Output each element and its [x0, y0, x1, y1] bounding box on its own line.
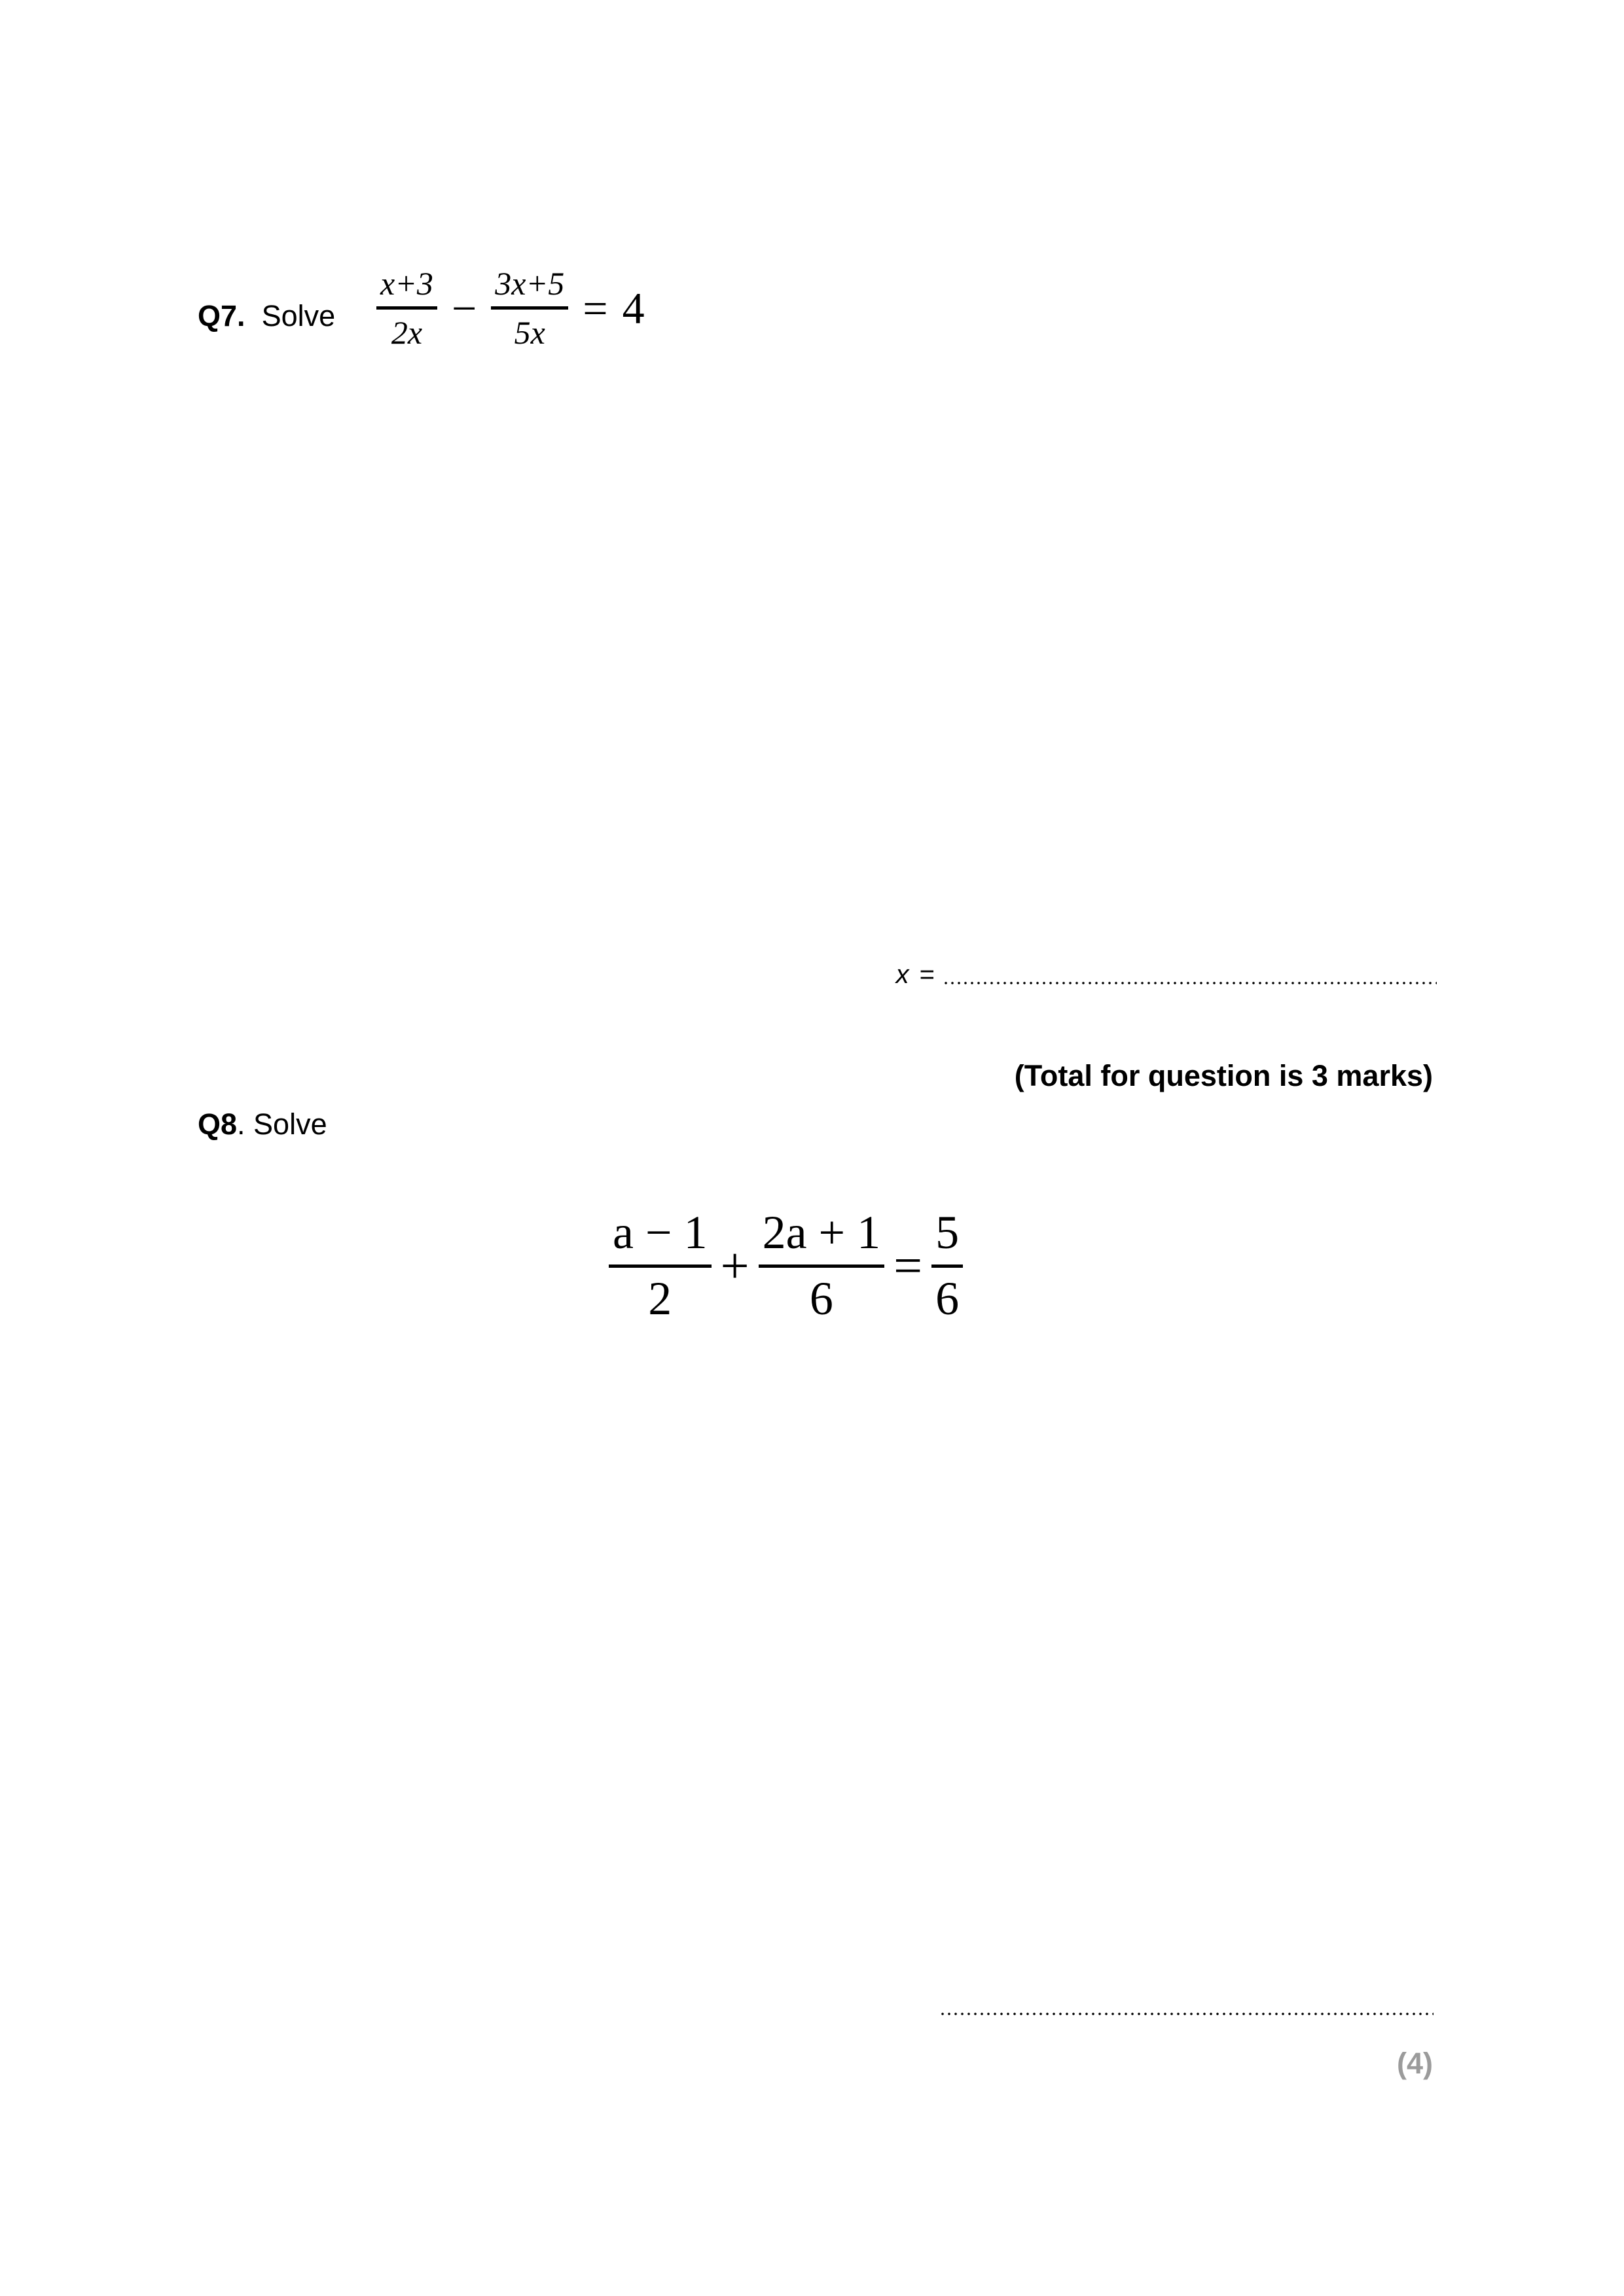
q7-fraction-2-denominator: 5x: [514, 314, 545, 351]
question-7-total-marks: (Total for question is 3 marks): [1014, 1059, 1433, 1092]
q8-plus-operator: +: [720, 1236, 749, 1294]
question-7-number: Q7.: [198, 299, 245, 332]
question-8-equation: [609, 1203, 963, 1328]
question-7-answer-line[interactable]: [887, 959, 1437, 990]
q7-rhs: 4: [622, 283, 645, 333]
q7-answer-equals: =: [919, 960, 935, 989]
q7-fraction-1: [376, 260, 437, 355]
q8-fraction-2: [759, 1203, 885, 1328]
q8-fraction-2-denominator: 6: [809, 1272, 833, 1325]
q7-answer-variable: x: [895, 960, 909, 989]
q8-fraction-3-denominator: 6: [935, 1272, 960, 1325]
q7-fraction-1-numerator: x+3: [380, 265, 433, 302]
q8-fraction-1-numerator: a − 1: [613, 1206, 708, 1259]
question-7-prompt: Solve: [261, 299, 336, 332]
question-7-equation: [376, 260, 659, 355]
q8-fraction-1: [609, 1203, 712, 1328]
q7-fraction-2: [491, 260, 568, 355]
question-8-marks: (4): [1397, 2047, 1433, 2080]
q8-fraction-2-numerator: 2a + 1: [762, 1206, 881, 1259]
question-8-prompt: . Solve: [237, 1107, 327, 1141]
q7-fraction-2-numerator: 3x+5: [495, 265, 565, 302]
question-7-heading: [198, 298, 335, 334]
q8-fraction-1-denominator: 2: [648, 1272, 672, 1325]
q7-answer-dotted-line[interactable]: [943, 982, 1437, 984]
q8-fraction-3: [931, 1203, 963, 1328]
question-8-heading: [198, 1106, 327, 1143]
q7-equals-sign: =: [583, 283, 608, 333]
question-8-answer-dotted-line[interactable]: [939, 2013, 1434, 2015]
question-8-number: Q8: [198, 1107, 238, 1141]
q8-equals-sign: =: [893, 1236, 923, 1294]
q7-minus-operator: −: [451, 283, 477, 333]
q8-fraction-3-numerator: 5: [935, 1206, 960, 1259]
q7-fraction-1-denominator: 2x: [391, 314, 423, 351]
